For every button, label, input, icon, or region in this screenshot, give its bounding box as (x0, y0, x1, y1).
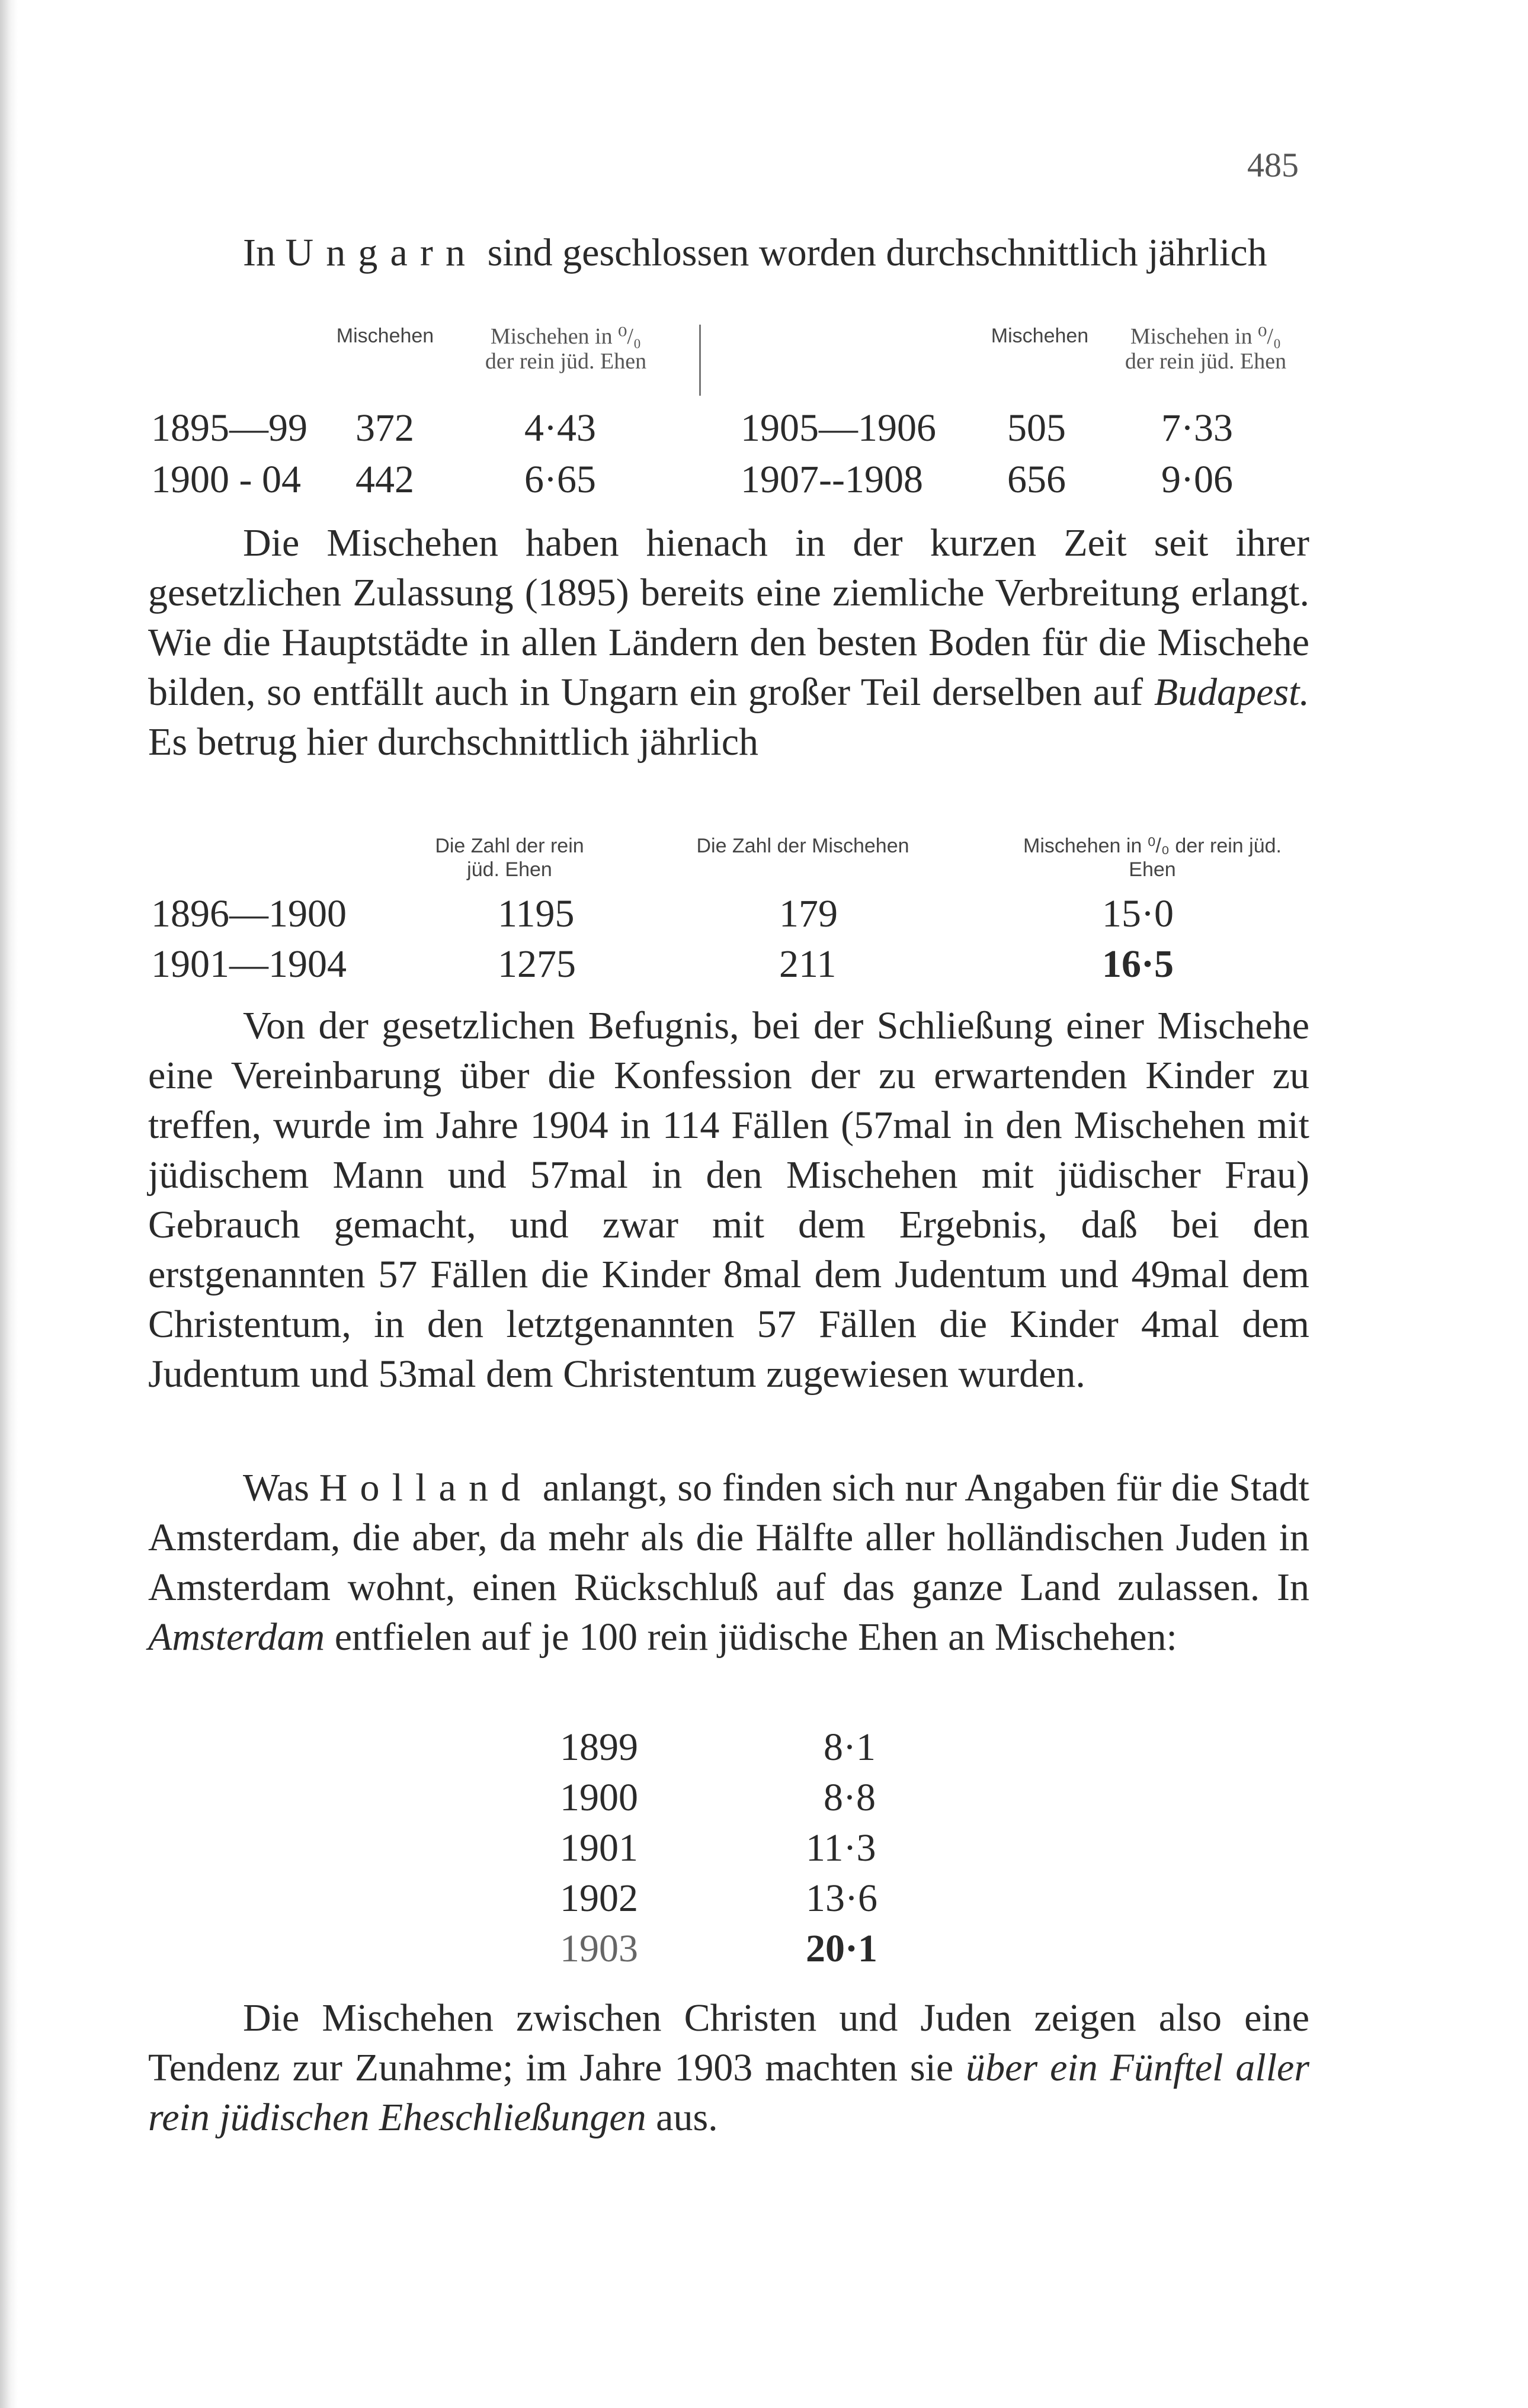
table2-pct: 15·0 (1102, 892, 1174, 935)
p5-post: aus. (646, 2096, 718, 2139)
table1-pct-a: 4·43 (524, 406, 596, 450)
table1-header-col1: Mischehen (336, 325, 434, 347)
table1-period-b: 1907--1908 (741, 458, 923, 501)
p3-text: Von der gesetzlichen Befugnis, bei der Schließung einer Mischehe eine Vereinbarung über die Konfession der zu erwartenden Kinder zu treffen, wurde im Jahre 1904 in 114 Fällen (57mal in den Mischehen mit jüdischem Mann und 57mal in den Mischehen mit jüdischer Frau) Gebrauch gemacht, und zwar mit dem Ergebnis, daß bei den erstgenannten 57 Fällen die Kinder 8mal dem Judentum und 49mal dem Christentum, in den letztgenannten 57 Fällen die Kinder 4mal dem Judentum und 53mal dem Christentum zugewiesen wurden. (148, 1004, 1309, 1396)
table2-period: 1896—1900 (151, 892, 347, 935)
paragraph-hungary-intro (148, 228, 1309, 278)
table2-header-col1: Die Zahl der rein jüd. Ehen (435, 835, 584, 881)
table2-mixed: 179 (779, 892, 838, 935)
p1-country: Ungarn (285, 231, 478, 274)
paragraph-budapest (148, 518, 1309, 767)
page-binding-edge (0, 0, 18, 2408)
table3-value: 20·1 (806, 1927, 878, 1970)
table3-year: 1900 (560, 1776, 638, 1819)
p4-city: Amsterdam (148, 1615, 325, 1659)
table1-separator (699, 325, 701, 396)
table2-pure: 1275 (498, 942, 576, 986)
paragraph-conclusion (148, 1993, 1309, 2143)
page-number: 485 (1247, 146, 1299, 184)
p5-pre: Die Mischehen zwischen Christen und Juden zeigen also eine Tendenz zur Zunahme; im Jahre 1903 machten sie (148, 1996, 1309, 2089)
p4-post: entfielen auf je 100 rein jüdische Ehen an Mischehen: (325, 1615, 1177, 1659)
p2-text-b: Es betrug hier durchschnittlich jährlich (148, 720, 759, 764)
p4-country: Holland (319, 1466, 533, 1509)
p1-pre: In (243, 231, 286, 274)
table2-mixed: 211 (779, 942, 837, 986)
table1-period-b: 1905—1906 (741, 406, 936, 450)
table2-pure: 1195 (498, 892, 575, 935)
table1-header-col3: Mischehen (991, 325, 1089, 347)
table2-header-col2: Die Zahl der Mischehen (696, 835, 909, 857)
p2-city: Budapest. (1154, 671, 1309, 714)
table1-count-b: 505 (1007, 406, 1066, 450)
p2-text-a: Die Mischehen haben hienach in der kurzen Zeit seit ihrer gesetzlichen Zulassung (1895) bereits eine ziemliche Verbreitung erlangt. Wie die Hauptstädte in allen Ländern den besten Boden für die Mischehe bilden, so entfällt auch in Ungarn ein großer Teil derselben auf (148, 521, 1309, 714)
paragraph-holland (148, 1463, 1309, 1662)
table1-pct-b: 9·06 (1161, 458, 1233, 501)
p4-mid: anlangt, so finden sich nur Angaben für die Stadt Amsterdam, die aber, da mehr als die Hälfte aller holländischen Juden in Amsterdam wohnt, einen Rückschluß auf das ganze Land zulassen. In (148, 1466, 1309, 1609)
table1-count-b: 656 (1007, 458, 1066, 501)
table1-header-col4: Mischehen in ⁰/₀ der rein jüd. Ehen (1125, 324, 1287, 374)
p4-pre: Was (243, 1466, 319, 1509)
table1-pct-a: 6·65 (524, 458, 596, 501)
table2-period: 1901—1904 (151, 942, 347, 986)
table3-year: 1902 (560, 1877, 638, 1920)
table3-value: 8·8 (824, 1776, 876, 1819)
table1-header-col2: Mischehen in ⁰/₀ der rein jüd. Ehen (485, 324, 647, 374)
table1-period-a: 1900 - 04 (151, 458, 301, 501)
paragraph-confession-agreement (148, 1001, 1309, 1399)
table2-pct: 16·5 (1102, 942, 1174, 986)
table2-header-col3: Mischehen in ⁰/₀ der rein jüd. Ehen (1023, 835, 1282, 881)
p5-emph: über ein Fünftel aller rein jüdischen Eheschließungen (148, 2046, 1310, 2139)
table1-pct-b: 7·33 (1161, 406, 1233, 450)
table3-value: 8·1 (824, 1726, 876, 1769)
table1-period-a: 1895—99 (151, 406, 307, 450)
table3-year: 1901 (560, 1826, 638, 1870)
table3-value: 11·3 (806, 1826, 876, 1870)
table3-year: 1899 (560, 1726, 638, 1769)
table1-count-a: 442 (355, 458, 414, 501)
table3-year: 1903 (560, 1927, 638, 1970)
p1-post: sind geschlossen worden durchschnittlich jährlich (478, 231, 1267, 274)
table1-count-a: 372 (355, 406, 414, 450)
table3-value: 13·6 (806, 1877, 877, 1920)
